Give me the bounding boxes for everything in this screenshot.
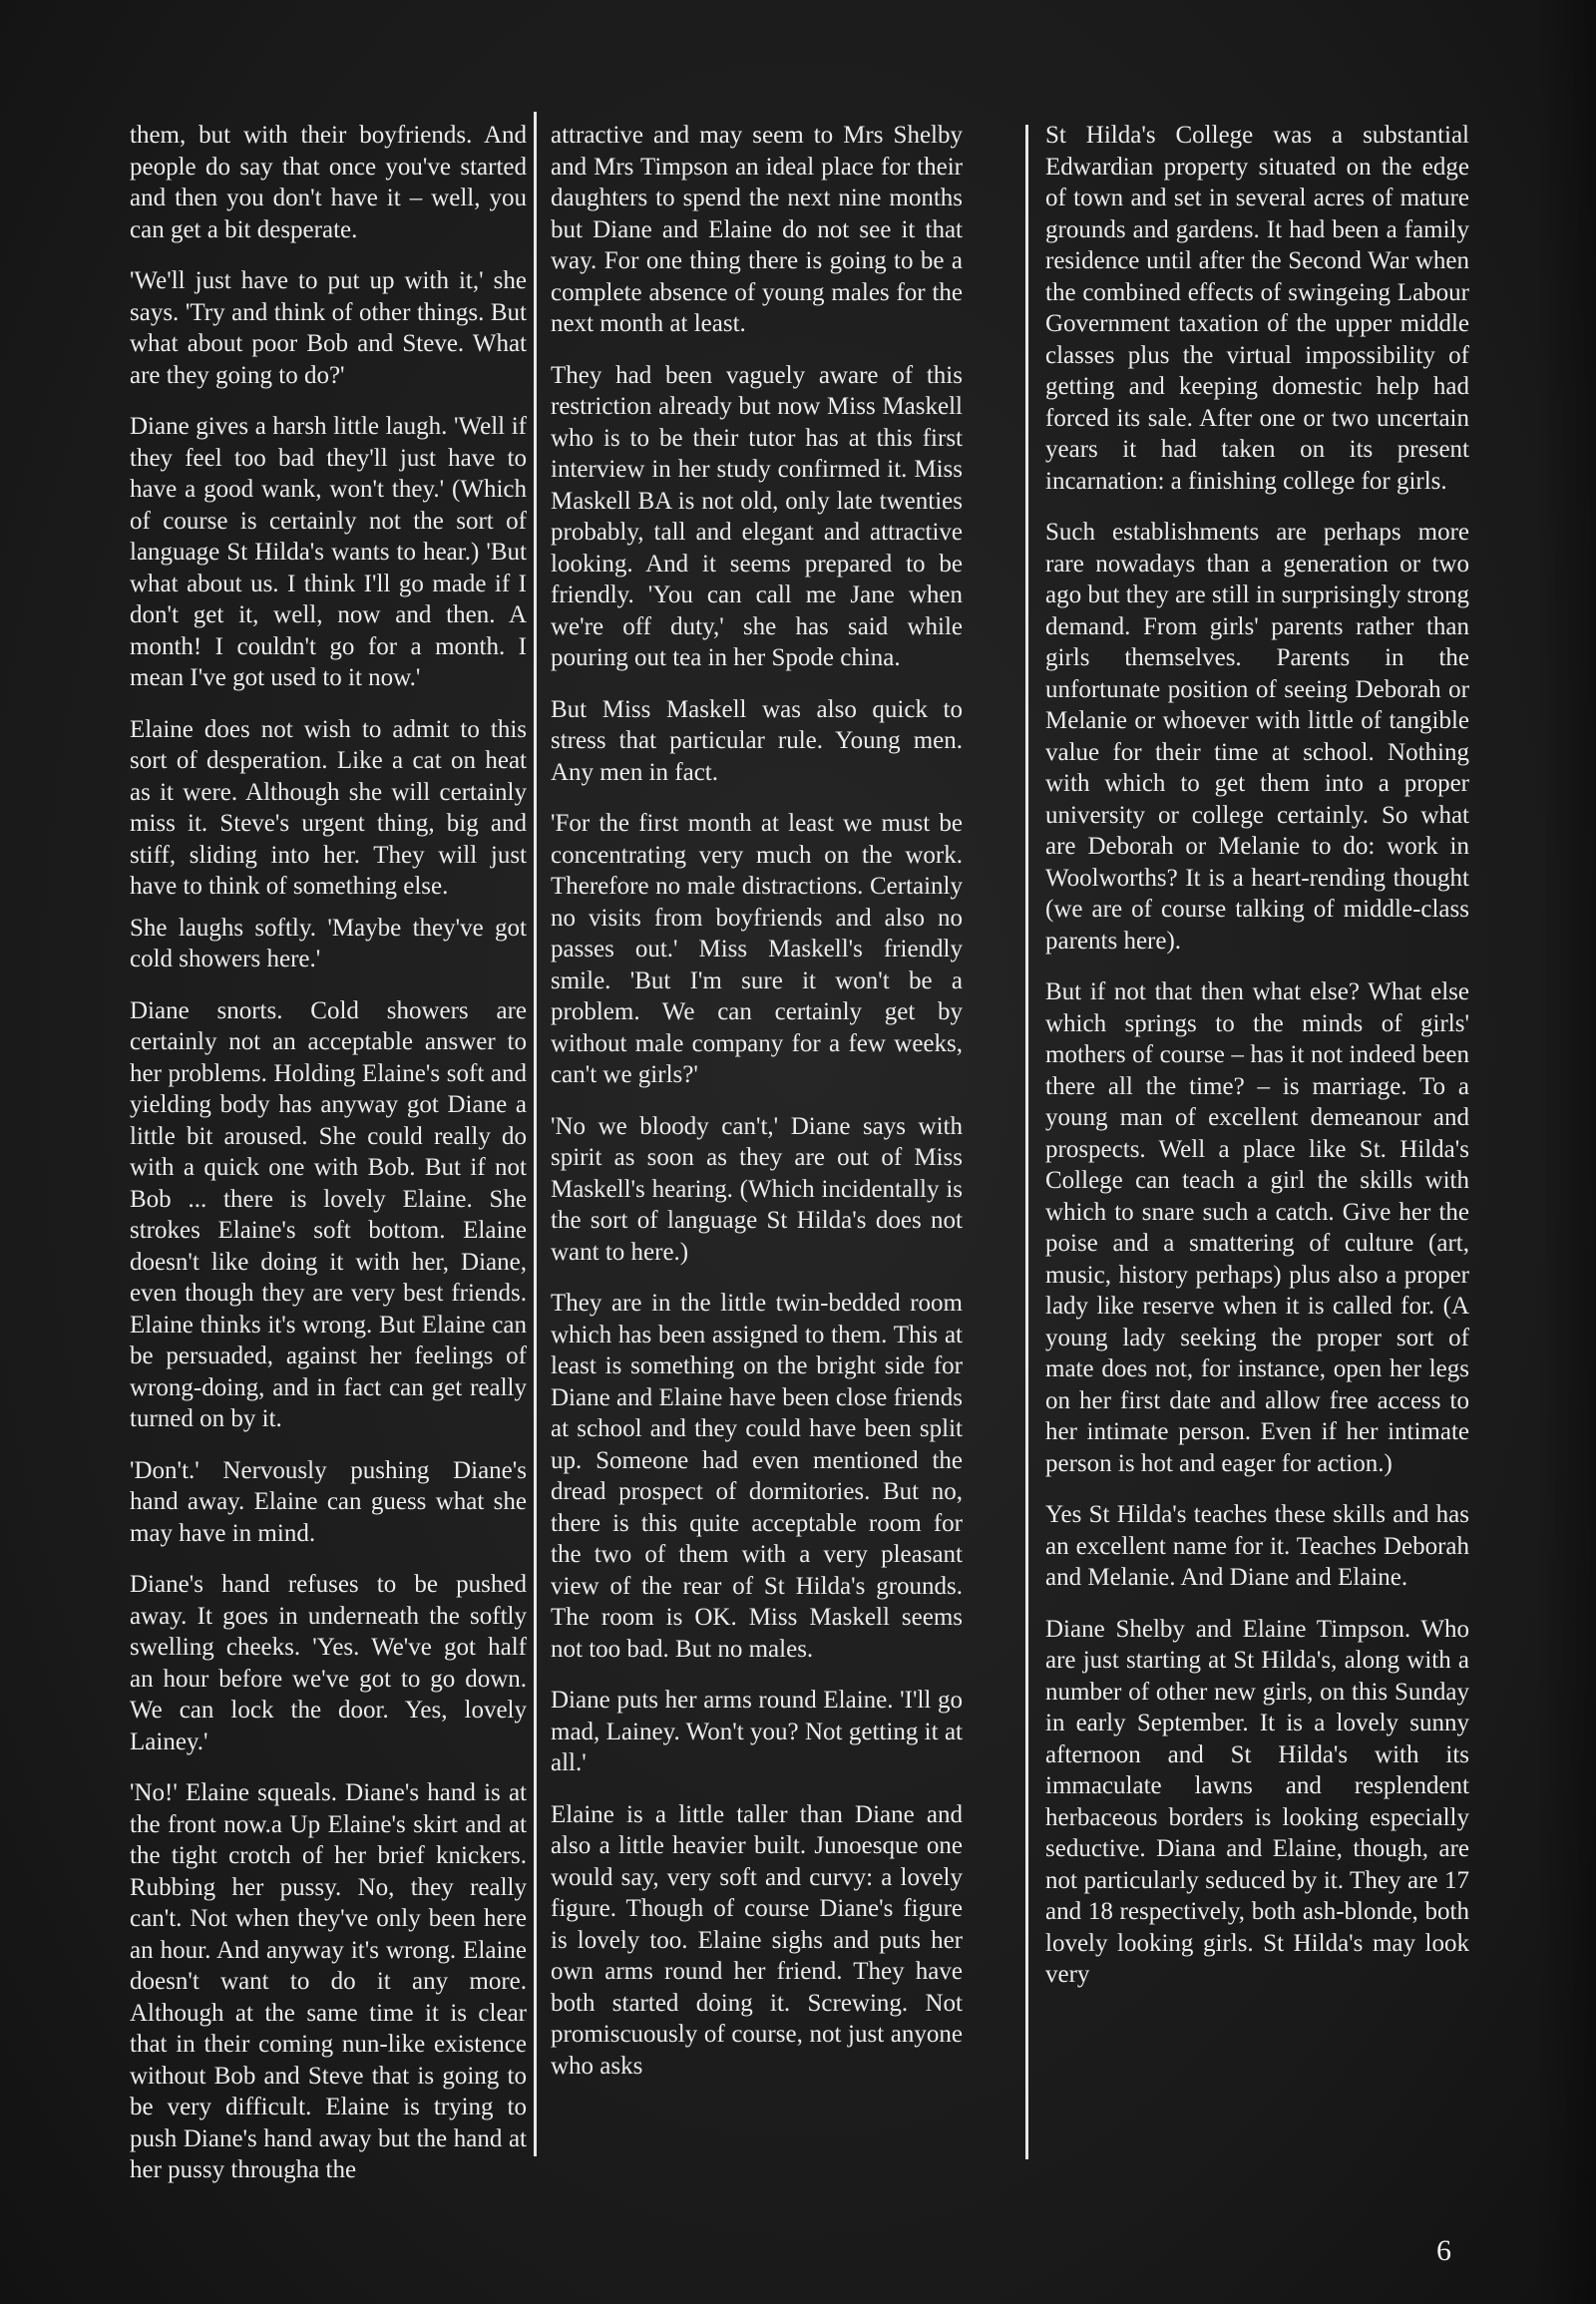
- paragraph: 'No!' Elaine squeals. Diane's hand is at the front now.a Up Elaine's skirt and at the tight crotch of her brief knickers. Rubbing her pussy. No, they really can't. Not when they've only been here an hour. And anyway it's wrong. Elaine doesn't want to do it any more. Although at the same time it is clear that in their coming nun-like existence without Bob and Steve that is going to be very difficult. Elaine is trying to push Diane's hand away but the hand at her pussy througha the: [130, 1779, 527, 2183]
- paragraph: But Miss Maskell was also quick to stress that particular rule. Young men. Any men in fact.: [551, 695, 963, 786]
- paragraph: 'For the first month at least we must be concentrating very much on the work. Therefore no male distractions. Certainly no visits from boyfriends and also no passes out.' Miss Maskell's friendly smile. 'But I'm sure it won't be a problem. We can certainly get by without male company for a few weeks, can't we girls?': [551, 810, 963, 1088]
- paragraph: Elaine does not wish to admit to this sort of desperation. Like a cat on heat as it were. Although she will certainly miss it. Steve's urgent thing, big and stiff, sliding into her. They will just have to think of something else.: [130, 715, 527, 900]
- column-divider: [1025, 125, 1028, 2159]
- paragraph: 'Don't.' Nervously pushing Diane's hand away. Elaine can guess what she may have in mind.: [130, 1456, 527, 1547]
- paragraph: Yes St Hilda's teaches these skills and has an excellent name for it. Teaches Deborah and Melanie. And Diane and Elaine.: [1045, 1501, 1469, 1591]
- paragraph: them, but with their boyfriends. And people do say that once you've started and then you don't have it – well, you can get a bit desperate.: [130, 122, 527, 243]
- column-divider: [534, 112, 537, 2156]
- paragraph: Elaine is a little taller than Diane and also a little heavier built. Junoesque one would say, very soft and curvy: a lovely figure. Though of course Diane's figure is lovely too. Elaine sighs and puts her own arms round her friend. They have both started doing it. Screwing. Not promiscuously of course, not just anyone who asks: [551, 1800, 963, 2080]
- paragraph: They had been vaguely aware of this restriction already but now Miss Maskell who is to be their tutor has at this first interview in her study confirmed it. Miss Maskell BA is not old, only late twenties probably, tall and elegant and attractive looking. And it seems prepared to be friendly. 'You can call me Jane when we're off duty,' she has said while pouring out tea in her Spode china.: [551, 361, 963, 671]
- paragraph: But if not that then what else? What else which springs to the minds of girls' mothers of course – has it not indeed been there all the time? – is marriage. To a young man of excellent demeanour and prospects. Well a place like St. Hilda's College can teach a girl the skills with which to snare such a catch. Give her the poise and a smattering of culture (art, music, history perhaps) plus also a proper lady like reserve when it is called for. (A young lady seeking the proper sort of mate does not, for instance, open her legs on her first date and allow free access to her intimate person. Even if her intimate person is hot and eager for action.): [1045, 978, 1469, 1477]
- paragraph: Diane's hand refuses to be pushed away. It goes in underneath the softly swelling cheeks. 'Yes. We've got half an hour before we've got to go down. We can lock the door. Yes, lovely Lainey.': [130, 1571, 527, 1755]
- text-column-right: [1045, 120, 1469, 2164]
- paragraph: They are in the little twin-bedded room which has been assigned to them. This at least is something on the bright side for Diane and Elaine have been close friends at school and they could have been split up. Someone had even mentioned the dread prospect of dormitories. But no, there is this quite acceptable room for the two of them with a very pleasant view of the rear of St Hilda's grounds. The room is OK. Miss Maskell seems not too bad. But no males.: [551, 1290, 963, 1663]
- paragraph: 'No we bloody can't,' Diane says with spirit as soon as they are out of Miss Maskell's hearing. (Which incidentally is the sort of language St Hilda's does not want to here.): [551, 1112, 963, 1266]
- paragraph: St Hilda's College was a substantial Edwardian property situated on the edge of town and set in several acres of mature grounds and gardens. It had been a family residence until after the Second War when the combined effects of swingeing Labour Government taxation of the upper middle classes plus the virtual impossibility of getting and keeping domestic help had forced its sale. After one or two uncertain years it had taken on its present incarnation: a finishing college for girls.: [1045, 122, 1469, 495]
- paragraph: Diane gives a harsh little laugh. 'Well if they feel too bad they'll just have to have a good wank, won't they.' (Which of course is certainly not the sort of language St Hilda's wants to hear.) 'But what about us. I think I'll go made if I don't get it, well, now and then. A month! I couldn't go for a month. I mean I've got used to it now.': [130, 413, 527, 691]
- text-column-left: [130, 120, 527, 2194]
- paragraph: Diane Shelby and Elaine Timpson. Who are just starting at St Hilda's, along with a number of other new girls, on this Sunday in early September. It is a lovely sunny afternoon and St Hilda's with its immaculate lawns and resplendent herbaceous borders is looking especially seductive. Diana and Elaine, though, are not particularly seduced by it. They are 17 and 18 respectively, both ash-blonde, both lovely looking girls. St Hilda's may look very: [1045, 1615, 1469, 1988]
- page-number: 6: [1436, 2234, 1451, 2267]
- paragraph: attractive and may seem to Mrs Shelby and Mrs Timpson an ideal place for their daughters to spend the next nine months but Diane and Elaine do not see it that way. For one thing there is going to be a complete absence of young males for the next month at least.: [551, 122, 963, 337]
- paragraph: She laughs softly. 'Maybe they've got cold showers here.': [130, 914, 527, 972]
- paragraph: 'We'll just have to put up with it,' she says. 'Try and think of other things. But what about poor Bob and Steve. What are they going to do?': [130, 267, 527, 389]
- paragraph: Diane snorts. Cold showers are certainly not an acceptable answer to her problems. Holding Elaine's soft and yielding body has anyway got Diane a little bit aroused. She could really do with a quick one with Bob. But if not Bob ... there is lovely Elaine. She strokes Elaine's soft bottom. Elaine doesn't like doing it with her, Diane, even though they are very best friends. Elaine thinks it's wrong. But Elaine can be persuaded, against her feelings of wrong-doing, and in fact can get really turned on by it.: [130, 996, 527, 1432]
- page-edge-shadow: [1536, 0, 1596, 2304]
- text-column-middle: [551, 120, 963, 2194]
- paragraph: Diane puts her arms round Elaine. 'I'll go mad, Lainey. Won't you? Not getting it at all.': [551, 1687, 963, 1776]
- paragraph: Such establishments are perhaps more rare nowadays than a generation or two ago but they are still in surprisingly strong demand. From girls' parents rather than girls themselves. Parents in the unfortunate position of seeing Deborah or Melanie or whoever with little of tangible value for their time at school. Nothing with which to get them into a proper university or college certainly. So what are Deborah or Melanie to do: work in Woolworths? It is a heart-rending thought (we are of course talking of middle-class parents here).: [1045, 519, 1469, 955]
